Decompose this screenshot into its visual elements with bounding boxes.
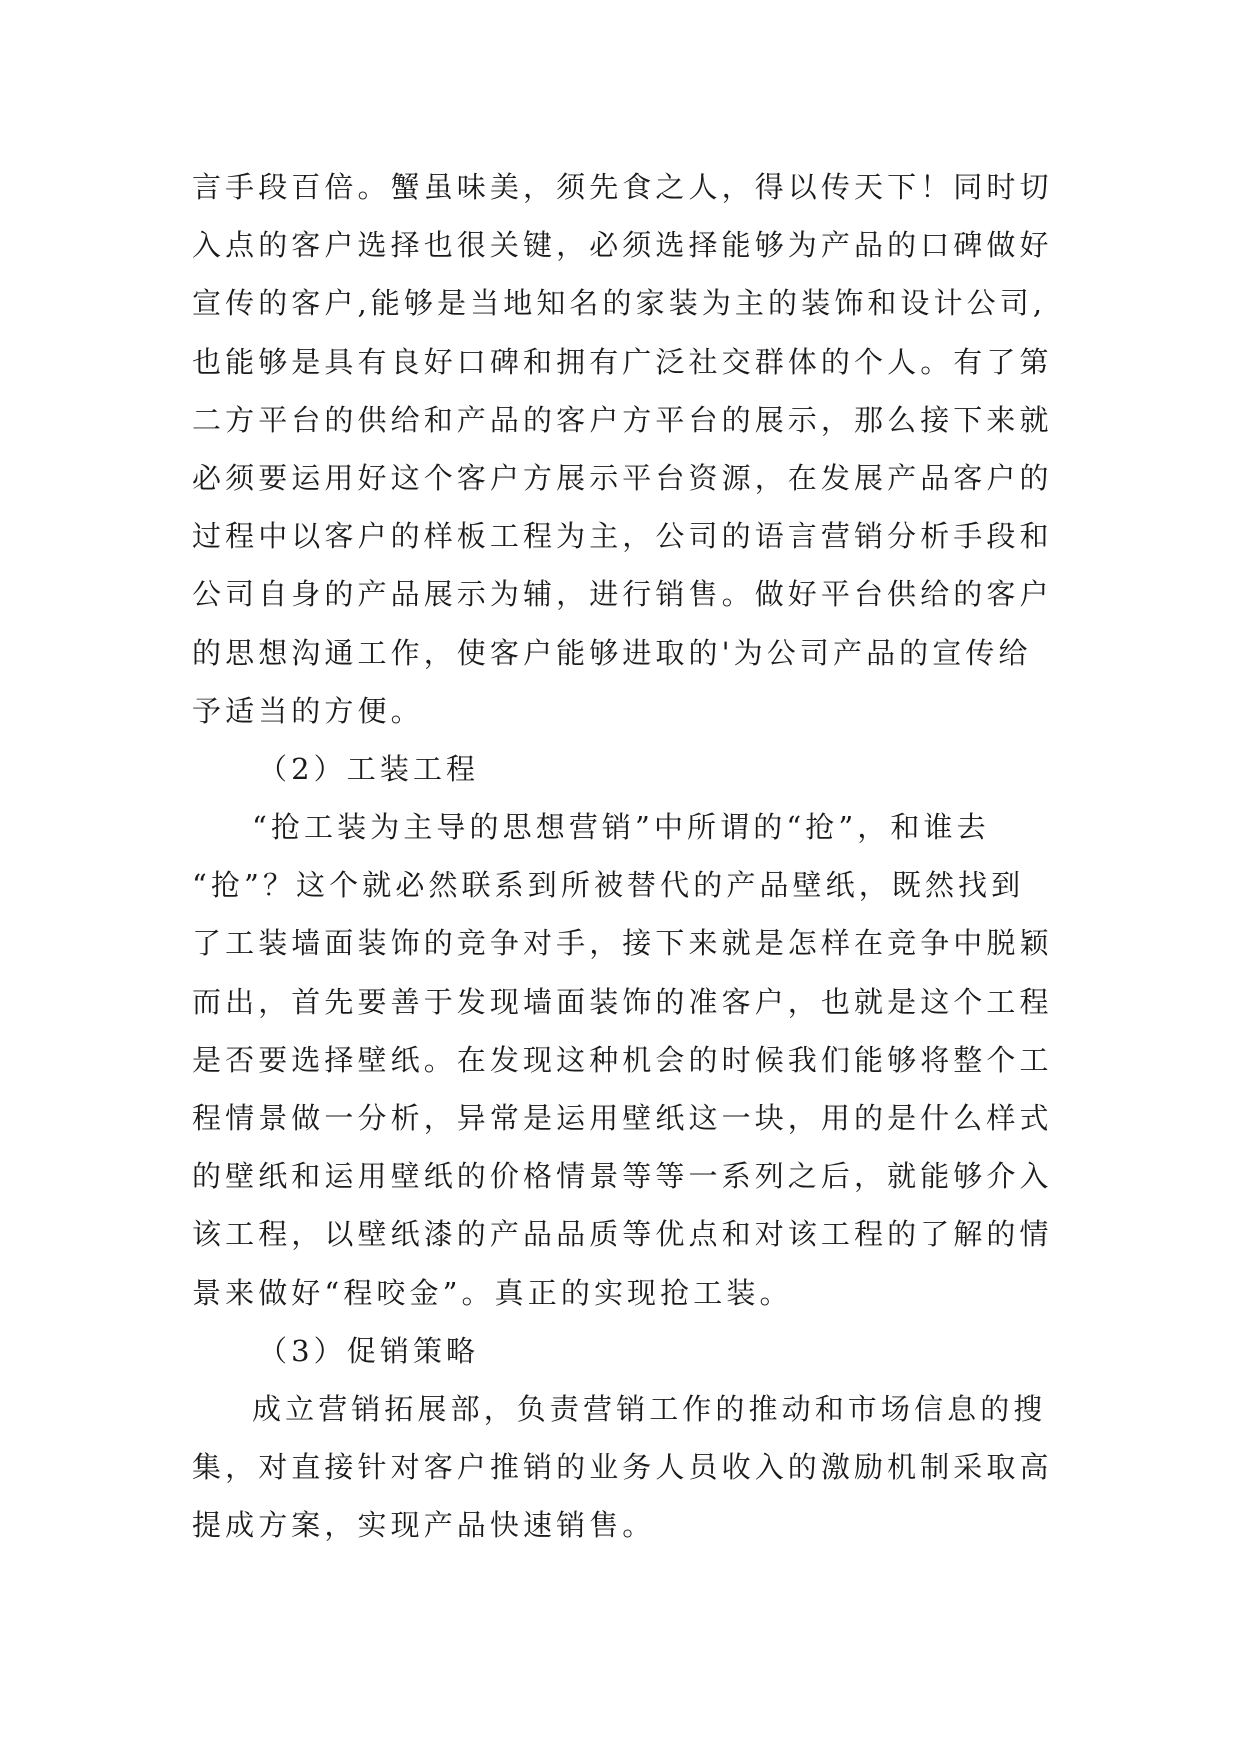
text-line: 景来做好“程咬金”。真正的实现抢工装。 — [192, 1275, 793, 1310]
text-line: 过程中以客户的样板工程为主，公司的语言营销分析手段和 — [192, 519, 1053, 554]
text-line: 言手段百倍。蟹虽味美，须先食之人，得以传天下！同时切 — [192, 170, 1053, 204]
text-line: 程情景做一分析，异常是运用壁纸这一块，用的是什么样式 — [192, 1101, 1053, 1135]
text-line: 也能够是具有良好口碑和拥有广泛社交群体的个人。有了第 — [192, 344, 1053, 379]
text-line: 成立营销拓展部，负责营销工作的推动和市场信息的搜 — [252, 1391, 1047, 1426]
text-line: 宣传的客户,能够是当地知名的家装为主的装饰和设计公司, — [192, 286, 1047, 321]
text-line: 二方平台的供给和产品的客户方平台的展示，那么接下来就 — [192, 402, 1053, 437]
text-line: 该工程，以壁纸漆的产品品质等优点和对该工程的了解的情 — [192, 1217, 1053, 1252]
text-line: 予适当的方便。 — [192, 693, 424, 728]
text-line: “抢”？这个就必然联系到所被替代的产品壁纸，既然找到 — [192, 868, 1025, 903]
text-line: 公司自身的产品展示为辅，进行销售。做好平台供给的客户 — [192, 577, 1053, 612]
text-line: 提成方案，实现产品快速销售。 — [192, 1508, 656, 1543]
body-text — [192, 158, 1092, 1555]
text-line: 了工装墙面装饰的竞争对手，接下来就是怎样在竞争中脱颖 — [192, 926, 1053, 961]
text-line: “抢工装为主导的思想营销”中所谓的“抢”，和谁去 — [252, 810, 990, 845]
section-heading-2: （2）工装工程 — [258, 751, 480, 786]
text-line: 是否要选择壁纸。在发现这种机会的时候我们能够将整个工 — [192, 1042, 1053, 1077]
text-line: 的壁纸和运用壁纸的价格情景等等一系列之后，就能够介入 — [192, 1159, 1053, 1194]
text-line: 入点的客户选择也很关键，必须选择能够为产品的口碑做好 — [192, 228, 1053, 263]
text-line: 集，对直接针对客户推销的业务人员收入的激励机制采取高 — [192, 1450, 1053, 1485]
text-line: 而出，首先要善于发现墙面装饰的准客户，也就是这个工程 — [192, 984, 1053, 1019]
section-heading-3: （3）促销策略 — [258, 1333, 480, 1368]
text-line: 的思想沟通工作，使客户能够进取的'为公司产品的宣传给 — [192, 635, 1032, 670]
text-line: 必须要运用好这个客户方展示平台资源，在发展产品客户的 — [192, 460, 1053, 495]
